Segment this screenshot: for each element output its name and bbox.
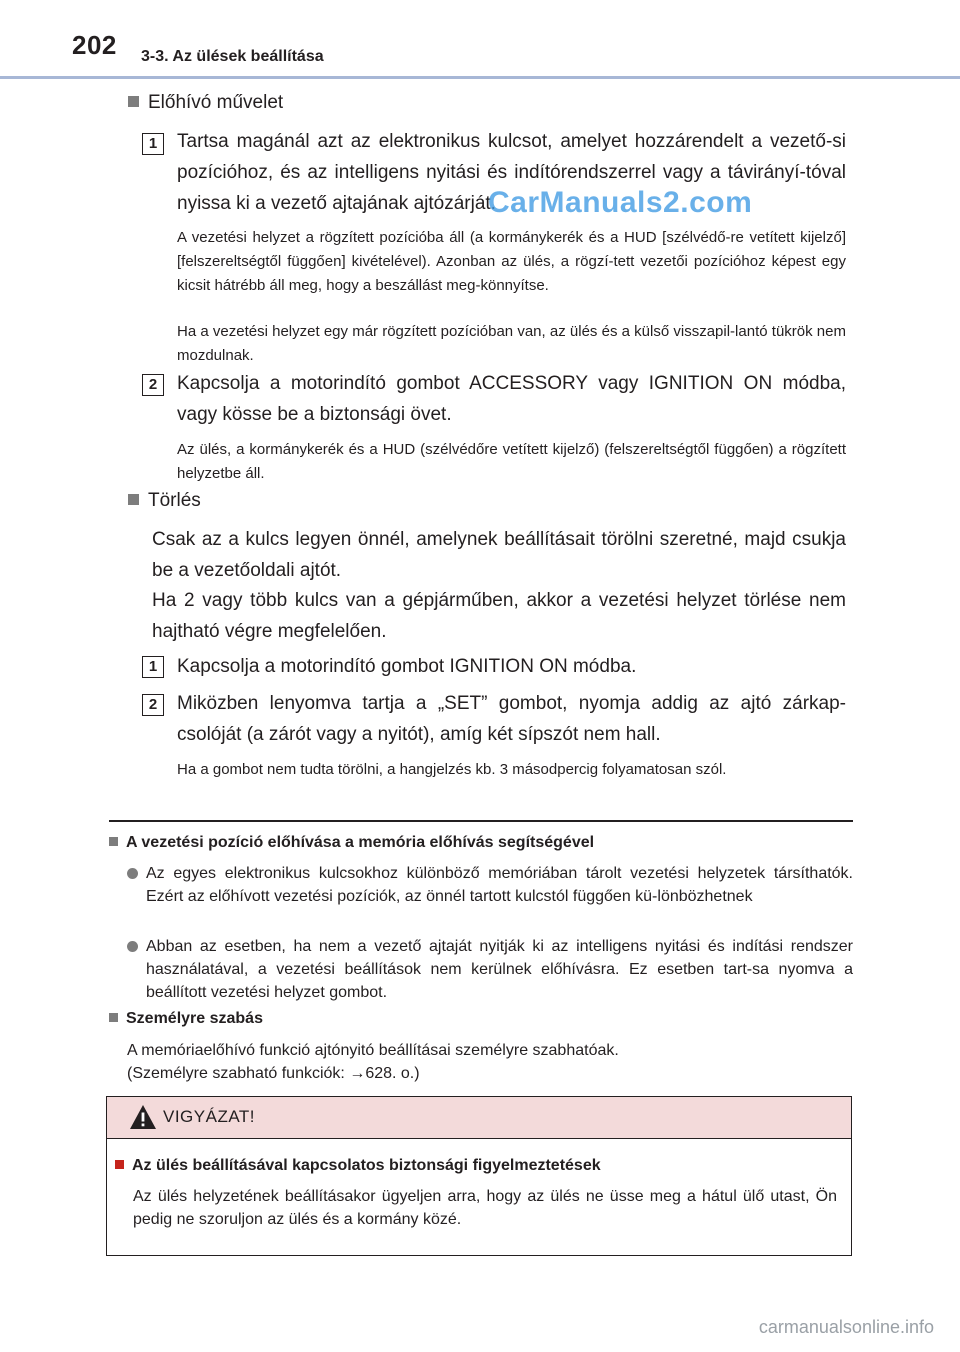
step-number-badge: 2 <box>142 374 164 396</box>
warning-triangle-icon <box>129 1104 157 1130</box>
warning-heading: Az ülés beállításával kapcsolatos biztonsági figyelmeztetések <box>115 1157 835 1175</box>
square-bullet-icon <box>109 1013 118 1022</box>
page-header <box>0 0 960 80</box>
step-number-badge: 1 <box>142 133 164 155</box>
warning-title: VIGYÁZAT! <box>163 1107 256 1126</box>
header-rule <box>0 76 960 79</box>
note-bullet <box>127 862 853 908</box>
circle-bullet-icon <box>127 941 138 952</box>
recall-heading: Előhívó művelet <box>128 92 283 114</box>
recall-step1-note1: A vezetési helyzet a rögzített pozícióba áll (a kormánykerék és a HUD [szélvédő-re vetített kijelző] [felszereltségtől függően] kivételével). Azonban az ülés, a rögzí-tett vezetői pozícióhoz képest egy kicsit hátrébb áll meg, hogy a beszállást meg-könnyítse. <box>177 229 846 294</box>
note-bullet-text: Az egyes elektronikus kulcsokhoz különböző memóriában tárolt vezetési helyzetek társíthatók. Ezért az előhívott vezetési pozíciók, az önnél tartott kulcstól függően kü-lönbözhetnek <box>146 865 853 905</box>
warning-text: Az ülés helyzetének beállításakor ügyeljen arra, hogy az ülés ne üsse meg a hátul ülő utast, Ön pedig ne szoruljon az ülés és a kormány közé. <box>133 1188 837 1228</box>
square-bullet-icon <box>128 494 139 505</box>
warning-box <box>106 1096 852 1256</box>
note-bullet-text: Abban az esetben, ha nem a vezető ajtaját nyitják ki az intelligens nyitási és indítási rendszer használatával, a vezetési beállítások nem kerülnek előhívásra. Ez esetben tart-sa nyomva a beállított vezetési helyzet gombot. <box>146 938 853 1001</box>
delete-step2-text: Miközben lenyomva tartja a „SET” gombot, nyomja addig az ajtó zárkap-csolóját (a zárót vagy a nyitót), amíg két sípszót nem hall. <box>177 693 846 745</box>
note-bullet <box>127 935 853 1004</box>
step-number-badge: 1 <box>142 656 164 678</box>
recall-step2-note: Az ülés, a kormánykerék és a HUD (szélvédőre vetített kijelző) (felszereltségtől függően) a rögzített helyzetbe áll. <box>177 441 846 482</box>
note-customize-line1: A memóriaelőhívó funkció ajtónyitó beállításai személyre szabhatóak. <box>127 1042 619 1059</box>
footer-watermark: carmanualsonline.info <box>758 1317 934 1337</box>
warning-header <box>107 1097 851 1139</box>
step-number-badge: 2 <box>142 694 164 716</box>
delete-step2-note: Ha a gombot nem tudta törölni, a hangjelzés kb. 3 másodpercig folyamatosan szól. <box>177 761 727 778</box>
section-title: 3-3. Az ülések beállítása <box>141 48 324 65</box>
note-customize-line2: (Személyre szabható funkciók: →628. o.) <box>127 1065 420 1082</box>
delete-para1: Csak az a kulcs legyen önnél, amelynek beállításait törölni szeretné, majd csukja be a vezetőoldali ajtót. <box>152 529 846 581</box>
square-bullet-icon <box>115 1160 124 1169</box>
square-bullet-icon <box>128 96 139 107</box>
note-customize-heading: Személyre szabás <box>109 1010 853 1028</box>
recall-step1-text: Tartsa magánál azt az elektronikus kulcsot, amelyet hozzárendelt a vezető-si pozícióhoz, és az intelligens nyitási és indítórendszerrel vagy a távirányí-tóval nyissa ki a vezető ajtajának ajtózárját. <box>177 131 846 214</box>
note-recall-heading: A vezetési pozíció előhívása a memória előhívás segítségével <box>109 834 853 852</box>
section-divider <box>109 820 853 822</box>
delete-para2: Ha 2 vagy több kulcs van a gépjárműben, akkor a vezetési helyzet törlése nem hajtható végre megfelelően. <box>152 590 846 642</box>
delete-step1-text: Kapcsolja a motorindító gombot IGNITION ON módba. <box>177 656 637 677</box>
recall-step1-note2: Ha a vezetési helyzet egy már rögzített pozícióban van, az ülés és a külső visszapil-lantó tükrök nem mozdulnak. <box>177 323 846 364</box>
square-bullet-icon <box>109 837 118 846</box>
recall-step2-text: Kapcsolja a motorindító gombot ACCESSORY vagy IGNITION ON módba, vagy kösse be a biztonsági övet. <box>177 373 846 425</box>
watermark-logo: CarManuals2.com <box>488 186 753 219</box>
delete-heading: Törlés <box>128 490 201 512</box>
circle-bullet-icon <box>127 868 138 879</box>
page-number: 202 <box>72 30 117 60</box>
